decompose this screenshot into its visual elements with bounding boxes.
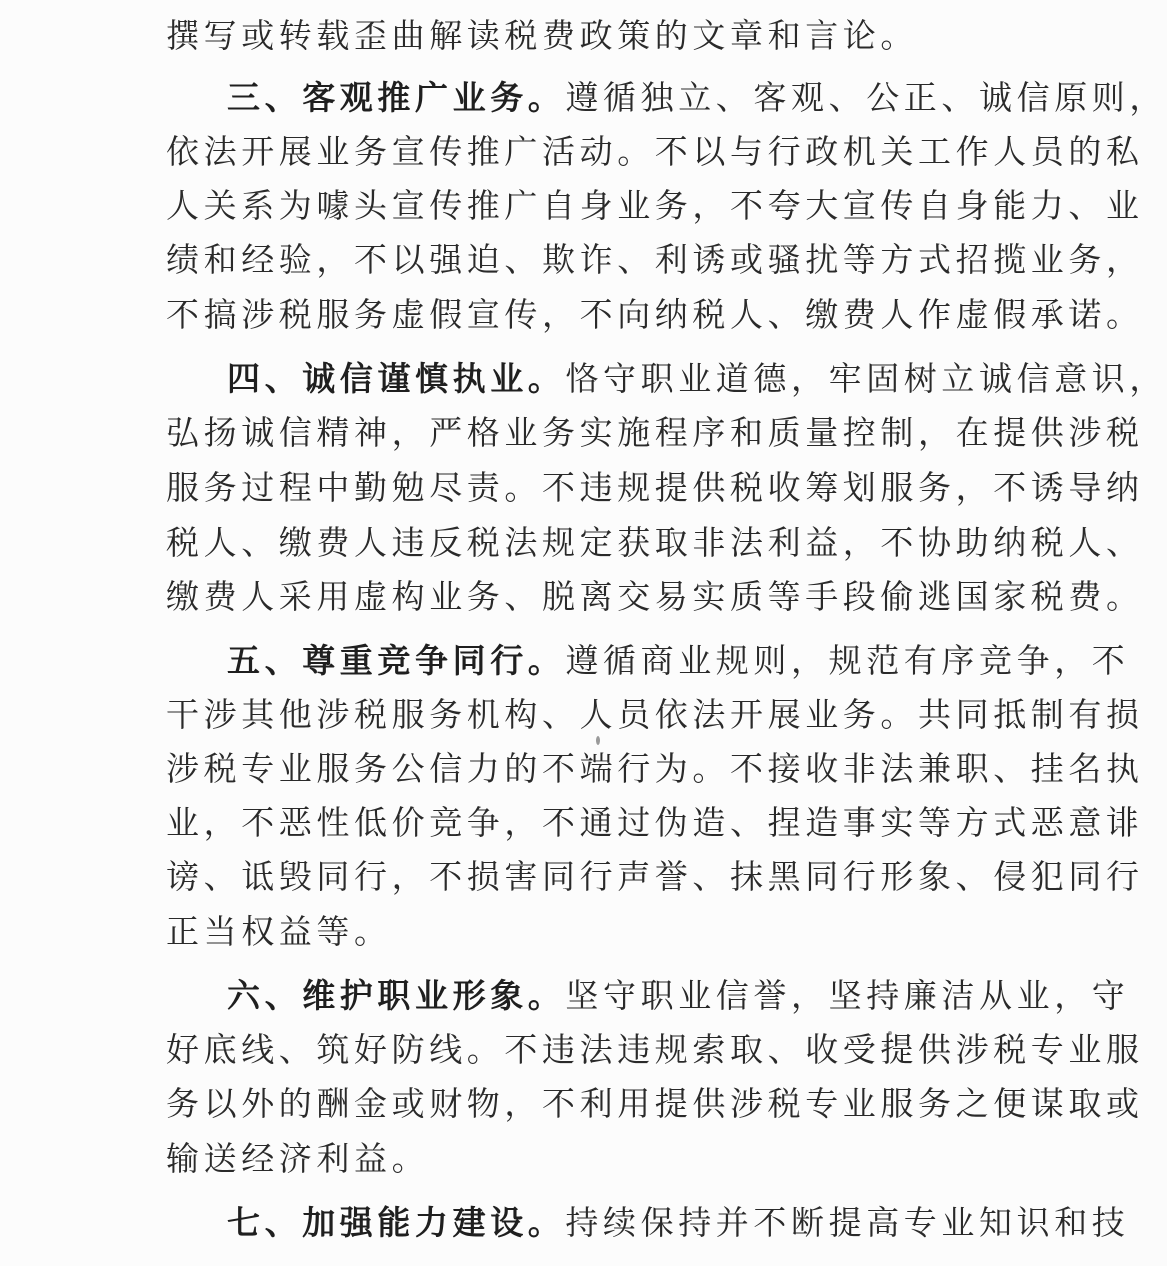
paragraph-line (166, 460, 1144, 516)
section-heading: 七、加强能力建设。 (227, 1203, 566, 1242)
line-text: 干涉其他涉税服务机构、人员依法开展业务。共同抵制有损 (166, 695, 1144, 734)
paragraph-line (166, 795, 1144, 851)
paragraph-line (166, 687, 1144, 743)
paragraph-line (166, 8, 926, 64)
section-heading-line (227, 70, 1167, 126)
section-heading: 五、尊重竞争同行。 (227, 641, 566, 680)
paragraph-line (166, 287, 1144, 343)
line-text: 不搞涉税服务虚假宣传，不向纳税人、缴费人作虚假承诺。 (166, 295, 1144, 334)
paragraph-line (166, 232, 1144, 288)
line-text: 输送经济利益。 (166, 1139, 430, 1178)
section-heading: 六、维护职业形象。 (227, 976, 566, 1015)
line-text: 人关系为噱头宣传推广自身业务，不夸大宣传自身能力、业 (166, 186, 1144, 225)
paragraph-line (166, 849, 1144, 905)
line-text: 依法开展业务宣传推广活动。不以与行政机关工作人员的私 (166, 132, 1144, 171)
line-text: 缴费人采用虚构业务、脱离交易实质等手段偷逃国家税费。 (166, 577, 1144, 616)
line-text: 税人、缴费人违反税法规定获取非法利益，不协助纳税人、 (166, 523, 1144, 562)
line-text: 弘扬诚信精神，严格业务实施程序和质量控制，在提供涉税 (166, 413, 1144, 452)
paragraph-line (166, 1022, 1144, 1078)
line-text: 谤、诋毁同行，不损害同行声誉、抹黑同行形象、侵犯同行 (166, 857, 1144, 896)
line-text: 正当权益等。 (166, 912, 392, 951)
paragraph-line (166, 1076, 1144, 1132)
paragraph-line (166, 1131, 926, 1187)
paragraph-line (166, 124, 1144, 180)
line-text: 恪守职业道德，牢固树立诚信意识， (565, 359, 1167, 398)
line-text: 涉税专业服务公信力的不端行为。不接收非法兼职、挂名执 (166, 749, 1144, 788)
section-heading-line (227, 351, 1167, 407)
paragraph-line (166, 515, 1144, 571)
line-text: 好底线、筑好防线。不违法违规索取、收受提供涉税专业服 (166, 1030, 1144, 1069)
section-heading-line (227, 633, 1130, 689)
section-heading: 四、诚信谨慎执业。 (227, 359, 566, 398)
paragraph-line (166, 178, 1144, 234)
line-text: 务以外的酬金或财物，不利用提供涉税专业服务之便谋取或 (166, 1084, 1144, 1123)
line-text: 业，不恶性低价竞争，不通过伪造、捏造事实等方式恶意诽 (166, 803, 1144, 842)
line-text: 遵循独立、客观、公正、诚信原则， (565, 78, 1167, 117)
paragraph-line (166, 904, 926, 960)
line-text: 遵循商业规则，规范有序竞争，不 (565, 641, 1130, 680)
line-text: 撰写或转载歪曲解读税费政策的文章和言论。 (166, 16, 918, 55)
section-heading-line (227, 1195, 1130, 1251)
line-text: 绩和经验，不以强迫、欺诈、利诱或骚扰等方式招揽业务， (166, 240, 1144, 279)
line-text: 持续保持并不断提高专业知识和技 (565, 1203, 1130, 1242)
line-text: 服务过程中勤勉尽责。不违规提供税收筹划服务，不诱导纳 (166, 468, 1144, 507)
section-heading: 三、客观推广业务。 (227, 78, 566, 117)
section-heading-line (227, 968, 1130, 1024)
paragraph-line (166, 741, 1144, 797)
paragraph-line (166, 405, 1144, 461)
line-text: 坚守职业信誉，坚持廉洁从业，守 (565, 976, 1130, 1015)
paragraph-line (166, 569, 1144, 625)
